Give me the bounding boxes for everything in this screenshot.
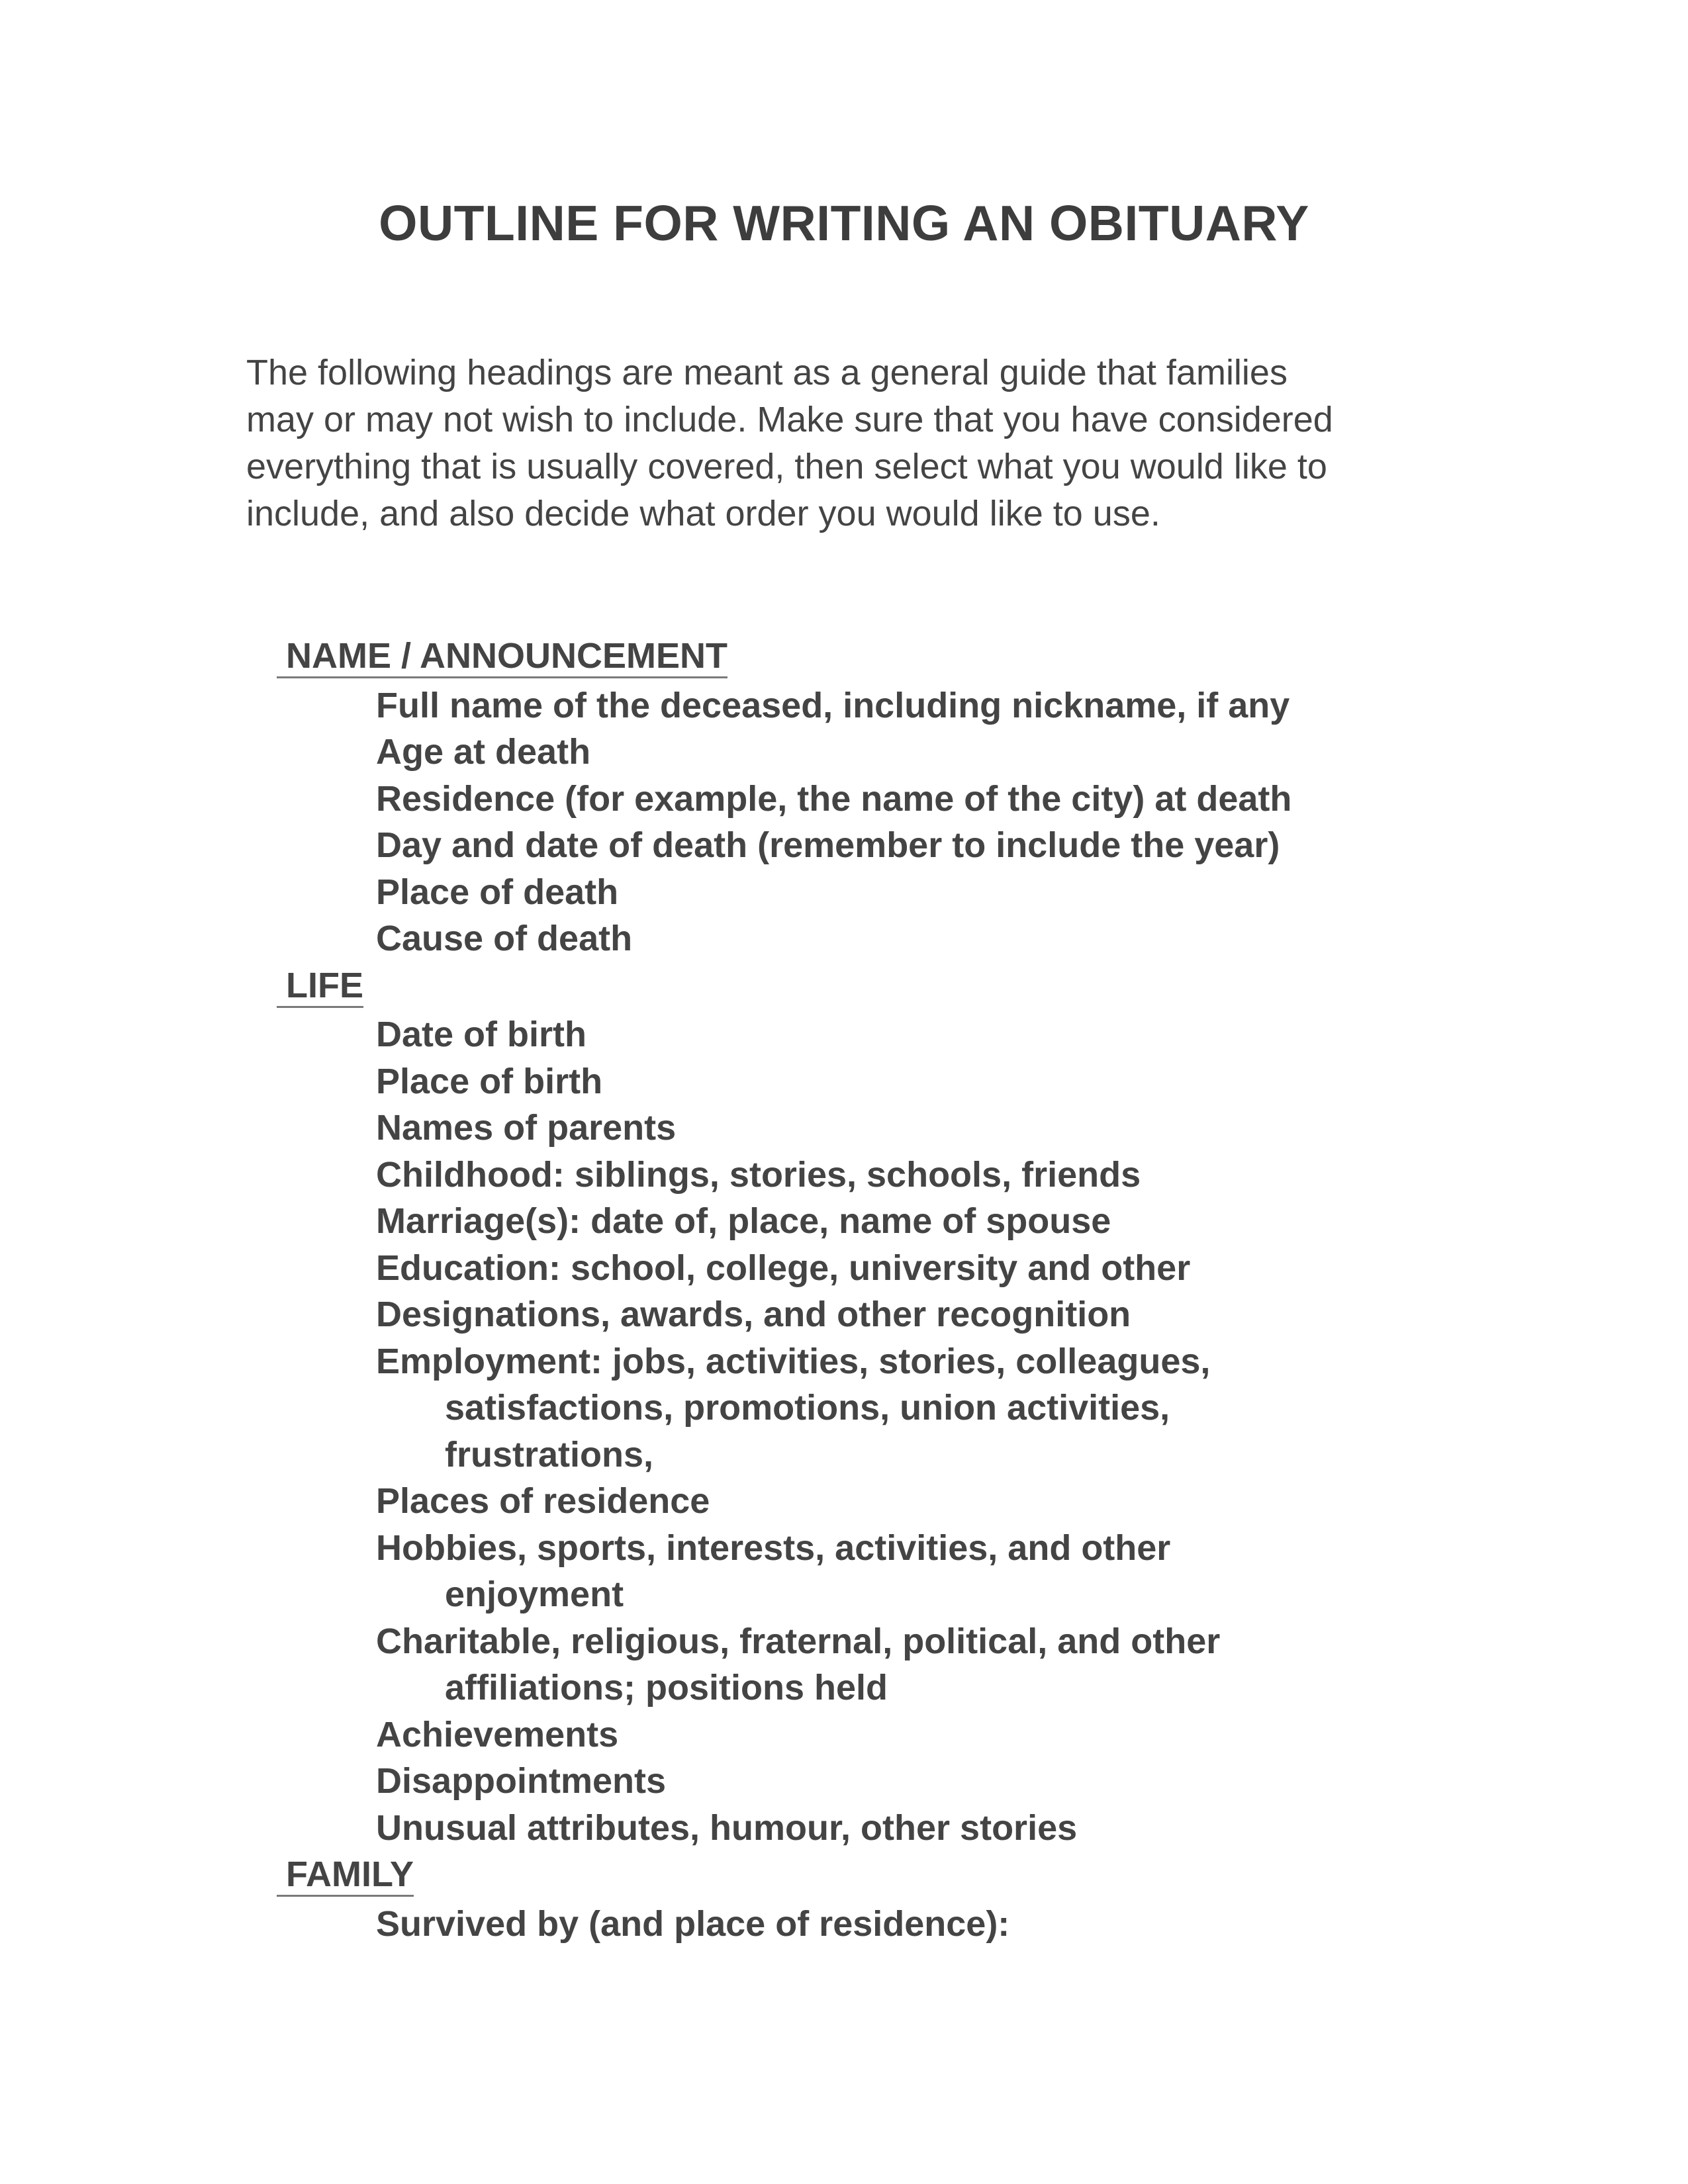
section-items [0,682,1688,962]
outline-item-text: Full name of the deceased, including nickname, if any [376,685,1290,725]
outline-item [376,1291,1688,1338]
section-items [0,1011,1688,1851]
outline-item [376,1525,1688,1618]
outline-item [376,1338,1688,1479]
outline-list [0,633,1688,1947]
intro-line: The following headings are meant as a general guide that families [246,353,1288,392]
outline-item-text: Residence (for example, the name of the city) at death [376,778,1292,819]
document-title: OUTLINE FOR WRITING AN OBITUARY [379,195,1309,251]
outline-section [0,1851,1688,1947]
outline-item-text: Unusual attributes, humour, other stories [376,1807,1078,1848]
outline-item-text: Age at death [376,732,591,772]
outline-item [376,822,1688,869]
outline-section [0,633,1688,962]
outline-item-text: Cause of death [376,919,633,958]
outline-item [376,1105,1688,1152]
outline-item-text: Employment: jobs, activities, stories, colleagues, [376,1341,1211,1381]
outline-item-text: Disappointments [376,1761,667,1801]
outline-item-text: Date of birth [376,1015,586,1054]
outline-item-continuation: satisfactions, promotions, union activities, [445,1388,1170,1428]
outline-item [376,869,1688,916]
section-items [0,1901,1688,1948]
outline-item-text: Names of parents [376,1108,677,1148]
outline-item [376,1478,1688,1525]
outline-item [376,1245,1688,1292]
outline-item [376,1152,1688,1199]
outline-item [376,1198,1688,1245]
outline-item [376,729,1688,776]
outline-item [376,1058,1688,1105]
intro-paragraph [246,349,1451,537]
section-heading: NAME / ANNOUNCEMENT [277,635,727,678]
outline-item-text: Designations, awards, and other recognition [376,1295,1131,1334]
outline-item-continuation: frustrations, [445,1434,654,1475]
outline-item [376,1805,1688,1852]
outline-item-text: Place of death [376,872,619,912]
outline-item [376,776,1688,823]
intro-line: include, and also decide what order you would like to use. [246,494,1160,533]
outline-item [376,682,1688,729]
outline-section [0,962,1688,1852]
outline-item-text: Survived by (and place of residence): [376,1903,1010,1944]
outline-item-text: Place of birth [376,1061,603,1101]
outline-item [376,1618,1688,1711]
outline-item-text: Hobbies, sports, interests, activities, and other [376,1527,1171,1568]
intro-line: may or may not wish to include. Make sure that you have considered [246,400,1333,439]
outline-item-continuation: affiliations; positions held [445,1668,888,1707]
outline-item-text: Achievements [376,1714,619,1754]
outline-item-text: Education: school, college, university and other [376,1248,1191,1288]
outline-item-text: Day and date of death (remember to include the year) [376,825,1280,865]
section-heading: LIFE [277,965,363,1008]
outline-item [376,1758,1688,1805]
outline-item-text: Charitable, religious, fraternal, political, and other [376,1621,1221,1661]
outline-item [376,1011,1688,1058]
outline-item-text: Marriage(s): date of, place, name of spouse [376,1201,1111,1241]
outline-item-continuation: enjoyment [445,1574,624,1614]
outline-item [376,1711,1688,1758]
outline-item-text: Childhood: siblings, stories, schools, friends [376,1154,1141,1195]
outline-item [376,1901,1688,1948]
section-heading: FAMILY [277,1854,414,1897]
outline-item [376,915,1688,962]
intro-line: everything that is usually covered, then select what you would like to [246,447,1327,486]
outline-item-text: Places of residence [376,1481,710,1521]
